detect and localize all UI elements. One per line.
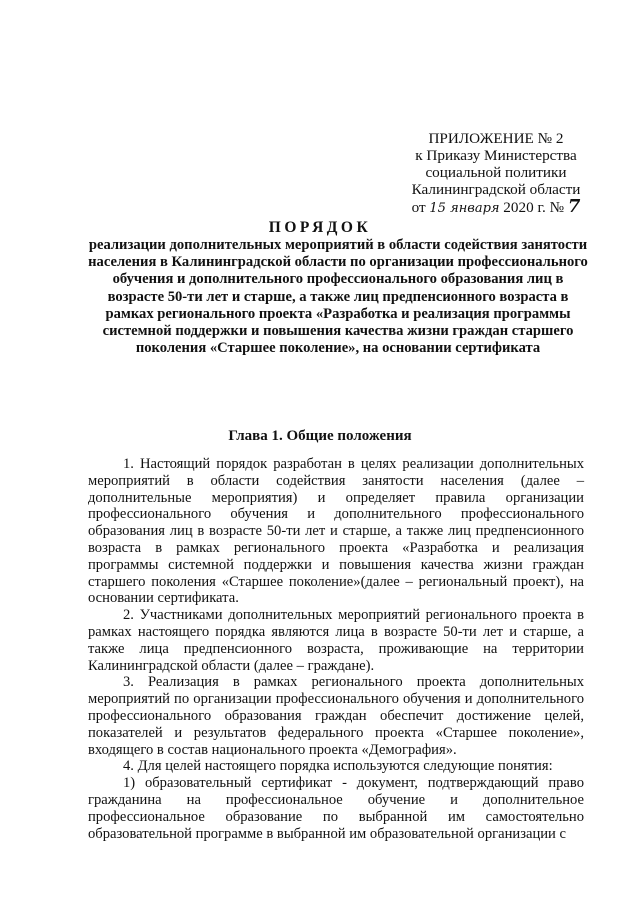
order-year: 2020 г. №	[503, 199, 565, 216]
order-line-3: Калининградской области	[411, 181, 581, 198]
document-title: ПОРЯДОК	[268, 219, 372, 236]
order-line-2: социальной политики	[425, 164, 567, 181]
paragraph-4: 4. Для целей настоящего порядка используются следующие понятия:	[123, 758, 553, 775]
document-subtitle: реализации дополнительных мероприятий в области содействия занятости населения в Калининградской области по организации профессионального обучения и дополнительного профессионального образования лиц в возрасте 50-ти лет и старше, а также лиц предпенсионного возраста в рамках регионального проекта «Разработка и реализация программы системной поддержки и повышения качества жизни граждан старшего поколения «Старшее поколение», на основании сертификата	[88, 237, 588, 357]
chapter-heading: Глава 1. Общие положения	[228, 428, 412, 444]
order-date-line	[396, 198, 596, 217]
paragraph-5: 1) образовательный сертификат - документ, подтверждающий право гражданина на профессиональное обучение и дополнительное профессиональное образование по выбранной им самостоятельно образовательной программе в выбранной им образовательной организации с	[88, 775, 584, 842]
order-line-1: к Приказу Министерства	[415, 147, 577, 164]
paragraph-2: 2. Участниками дополнительных мероприятий регионального проекта в рамках настоящего порядка являются лица в возрасте 50-ти лет и старше, а также лица предпенсионного возраста, проживающие на территории Калининградской области (далее – граждане).	[88, 607, 584, 674]
document-body	[88, 456, 584, 842]
handwritten-date: 15 января	[429, 201, 500, 216]
handwritten-number: 7	[567, 196, 581, 217]
paragraph-3: 3. Реализация в рамках регионального проекта дополнительных мероприятий по организации профессионального обучения и дополнительного профессионального образования граждан обеспечит достижение целей, показателей и результатов федерального проекта «Старшее поколение», входящего в состав национального проекта «Демография».	[88, 674, 584, 758]
appendix-label: ПРИЛОЖЕНИЕ № 2	[428, 130, 564, 147]
paragraph-1: 1. Настоящий порядок разработан в целях реализации дополнительных мероприятий в области содействия занятости населения (далее – дополнительные мероприятия) и определяет правила организации профессионального обучения и дополнительного профессионального образования лиц в возрасте 50-ти лет и старше, а также лиц предпенсионного возраста в рамках регионального проекта «Разработка и реализация программы системной поддержки и повышения качества жизни граждан старшего поколения «Старшее поколение»(далее – региональный проект), на основании сертификата.	[88, 456, 584, 607]
date-prefix: от	[411, 199, 426, 216]
appendix-block	[396, 130, 596, 217]
